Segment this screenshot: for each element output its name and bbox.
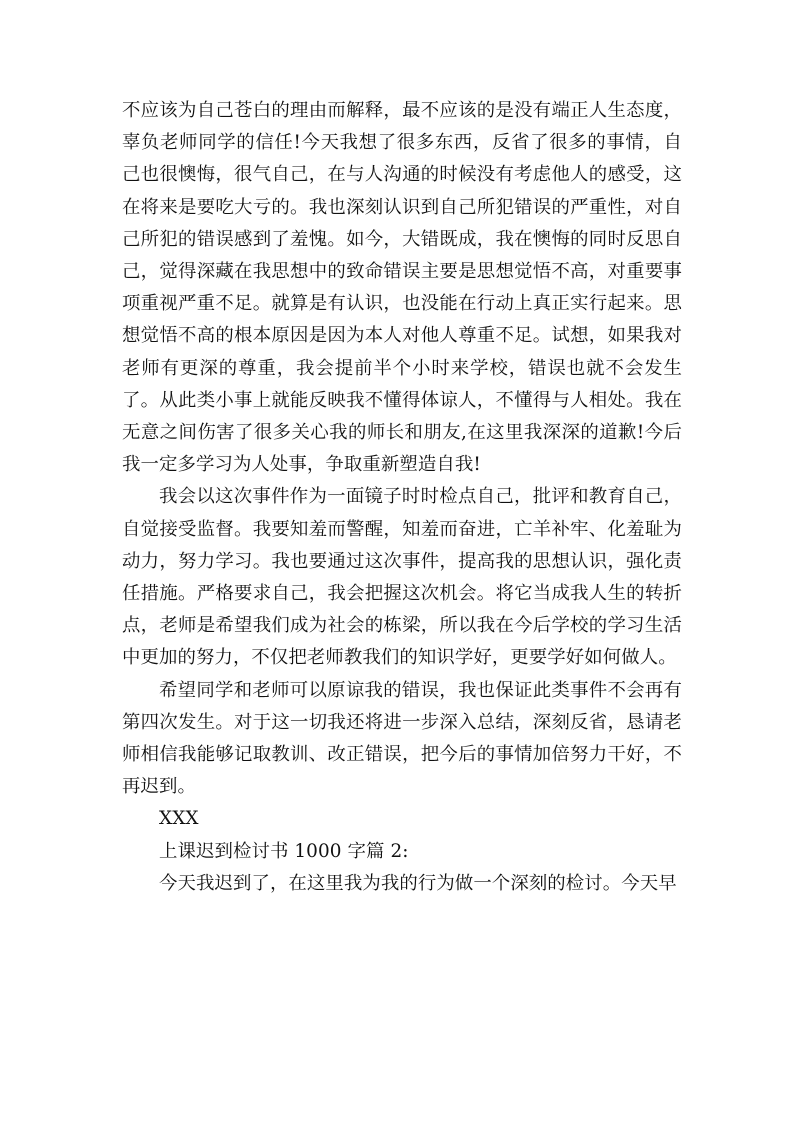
paragraph-next-start: 今天我迟到了，在这里我为我的行为做一个深刻的检讨。今天早 <box>159 872 677 894</box>
paragraph-reflection: 不应该为自己苍白的理由而解释，最不应该的是没有端正人生态度，辜负老师同学的信任!今天我想了很多东西，反省了很多的事情，自己也很懊悔，很气自己，在与人沟通的时候没有考虑他人的感受，这在将来是要吃大亏的。我也深刻认识到自己所犯错误的严重性，对自己所犯的错误感到了羞愧。如今，大错既成，我在懊悔的同时反思自己，觉得深藏在我思想中的致命错误主要是思想觉悟不高，对重要事项重视严重不足。就算是有认识，也没能在行动上真正实行起来。思想觉悟不高的根本原因是因为本人对他人尊重不足。试想，如果我对老师有更深的尊重，我会提前半个小时来学校，错误也就不会发生了。从此类小事上就能反映我不懂得体谅人，不懂得与人相处。我在无意之间伤害了很多关心我的师长和朋友,在这里我深深的道歉!今后我一定多学习为人处事，争取重新塑造自我! <box>122 100 682 476</box>
document-body <box>122 95 682 900</box>
paragraph-commitment: 我会以这次事件作为一面镜子时时检点自己，批评和教育自己，自觉接受监督。我要知羞而警醒，知羞而奋进，亡羊补牢、化羞耻为动力，努力学习。我也要通过这次事件，提高我的思想认识，强化责任措施。严格要求自己，我会把握这次机会。将它当成我人生的转折点，老师是希望我们成为社会的栋梁，所以我在今后学校的学习生活中更加的努力，不仅把老师教我们的知识学好，更要学好如何做人。 <box>122 486 682 669</box>
section-heading: 上课迟到检讨书 1000 字篇 2: <box>159 840 409 862</box>
paragraph-apology: 希望同学和老师可以原谅我的错误，我也保证此类事件不会再有第四次发生。对于这一切我还将进一步深入总结，深刻反省，恳请老师相信我能够记取教训、改正错误，把今后的事情加倍努力干好，不再迟到。 <box>122 679 682 798</box>
signature: XXX <box>159 808 199 830</box>
